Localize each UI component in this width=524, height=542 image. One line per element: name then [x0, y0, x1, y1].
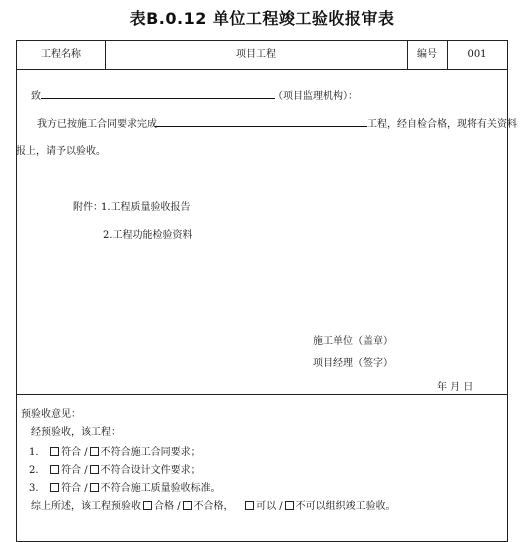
checkbox[interactable]: [245, 501, 254, 510]
completion-line-prefix: 我方已按施工合同要求完成: [37, 119, 157, 130]
checklist-item: [29, 461, 201, 476]
slash: /: [84, 447, 88, 458]
to-prefix: 致: [31, 91, 41, 102]
attachment-item: 2.工程功能检验资料: [103, 230, 193, 241]
fail-option: 不合格，: [193, 501, 234, 512]
can-option: 可以: [256, 501, 277, 512]
fail-option: 不符合设计文件要求；: [100, 465, 201, 476]
item-number: 1.: [29, 447, 39, 458]
checkbox[interactable]: [50, 483, 59, 492]
slash: /: [279, 501, 283, 512]
checkbox[interactable]: [90, 483, 99, 492]
contractor-seal-label: 施工单位（盖章）: [313, 336, 393, 347]
form-title: 表B.0.12 单位工程竣工验收报审表: [129, 9, 395, 28]
completion-line-suffix: 工程，经自检合格，现将有关资料: [367, 119, 517, 130]
fail-option: 不符合施工合同要求；: [100, 447, 201, 458]
checkbox[interactable]: [285, 501, 294, 510]
project-blank-line: [155, 126, 367, 127]
pass-option: 符合: [61, 447, 82, 458]
checklist-item: [29, 443, 201, 458]
cannot-option: 不可以组织竣工验收。: [295, 501, 396, 512]
date-label: 年 月 日: [437, 382, 474, 393]
summary-prefix: 综上所述，该工程预验收: [31, 501, 141, 512]
checkbox[interactable]: [50, 465, 59, 474]
fail-option: 不符合施工质量验收标准。: [100, 483, 221, 494]
manager-signature-label: 项目经理（签字）: [313, 358, 393, 369]
pre-acceptance-intro: 经预验收，该工程：: [31, 427, 121, 438]
pass-option: 合格: [154, 501, 174, 512]
checkbox[interactable]: [90, 447, 99, 456]
attachment-label: 附件：: [73, 202, 103, 213]
to-suffix: （项目监理机构）：: [273, 91, 358, 102]
checkbox[interactable]: [90, 465, 99, 474]
pass-option: 符合: [61, 483, 82, 494]
supervisor-blank-line: [41, 98, 275, 99]
attachment-item: 1.工程质量验收报告: [101, 202, 191, 213]
summary-line: [31, 497, 396, 512]
project-name-label: 工程名称: [41, 49, 81, 60]
slash: /: [177, 501, 181, 512]
pre-acceptance-heading: 预验收意见：: [21, 409, 81, 420]
section-divider: [17, 394, 507, 395]
item-number: 2.: [29, 465, 39, 476]
slash: /: [84, 483, 88, 494]
item-number: 3.: [29, 483, 39, 494]
header-row: [17, 41, 507, 70]
project-name-value: 项目工程: [236, 49, 276, 60]
number-label: 编号: [417, 49, 437, 60]
checkbox[interactable]: [143, 501, 152, 510]
number-value: 001: [467, 49, 487, 60]
checklist-item: [29, 479, 221, 494]
checkbox[interactable]: [50, 447, 59, 456]
submission-line: 报上，请予以验收。: [16, 146, 106, 157]
acceptance-form: [16, 40, 517, 542]
pass-option: 符合: [61, 465, 82, 476]
slash: /: [84, 465, 88, 476]
checkbox[interactable]: [183, 501, 192, 510]
